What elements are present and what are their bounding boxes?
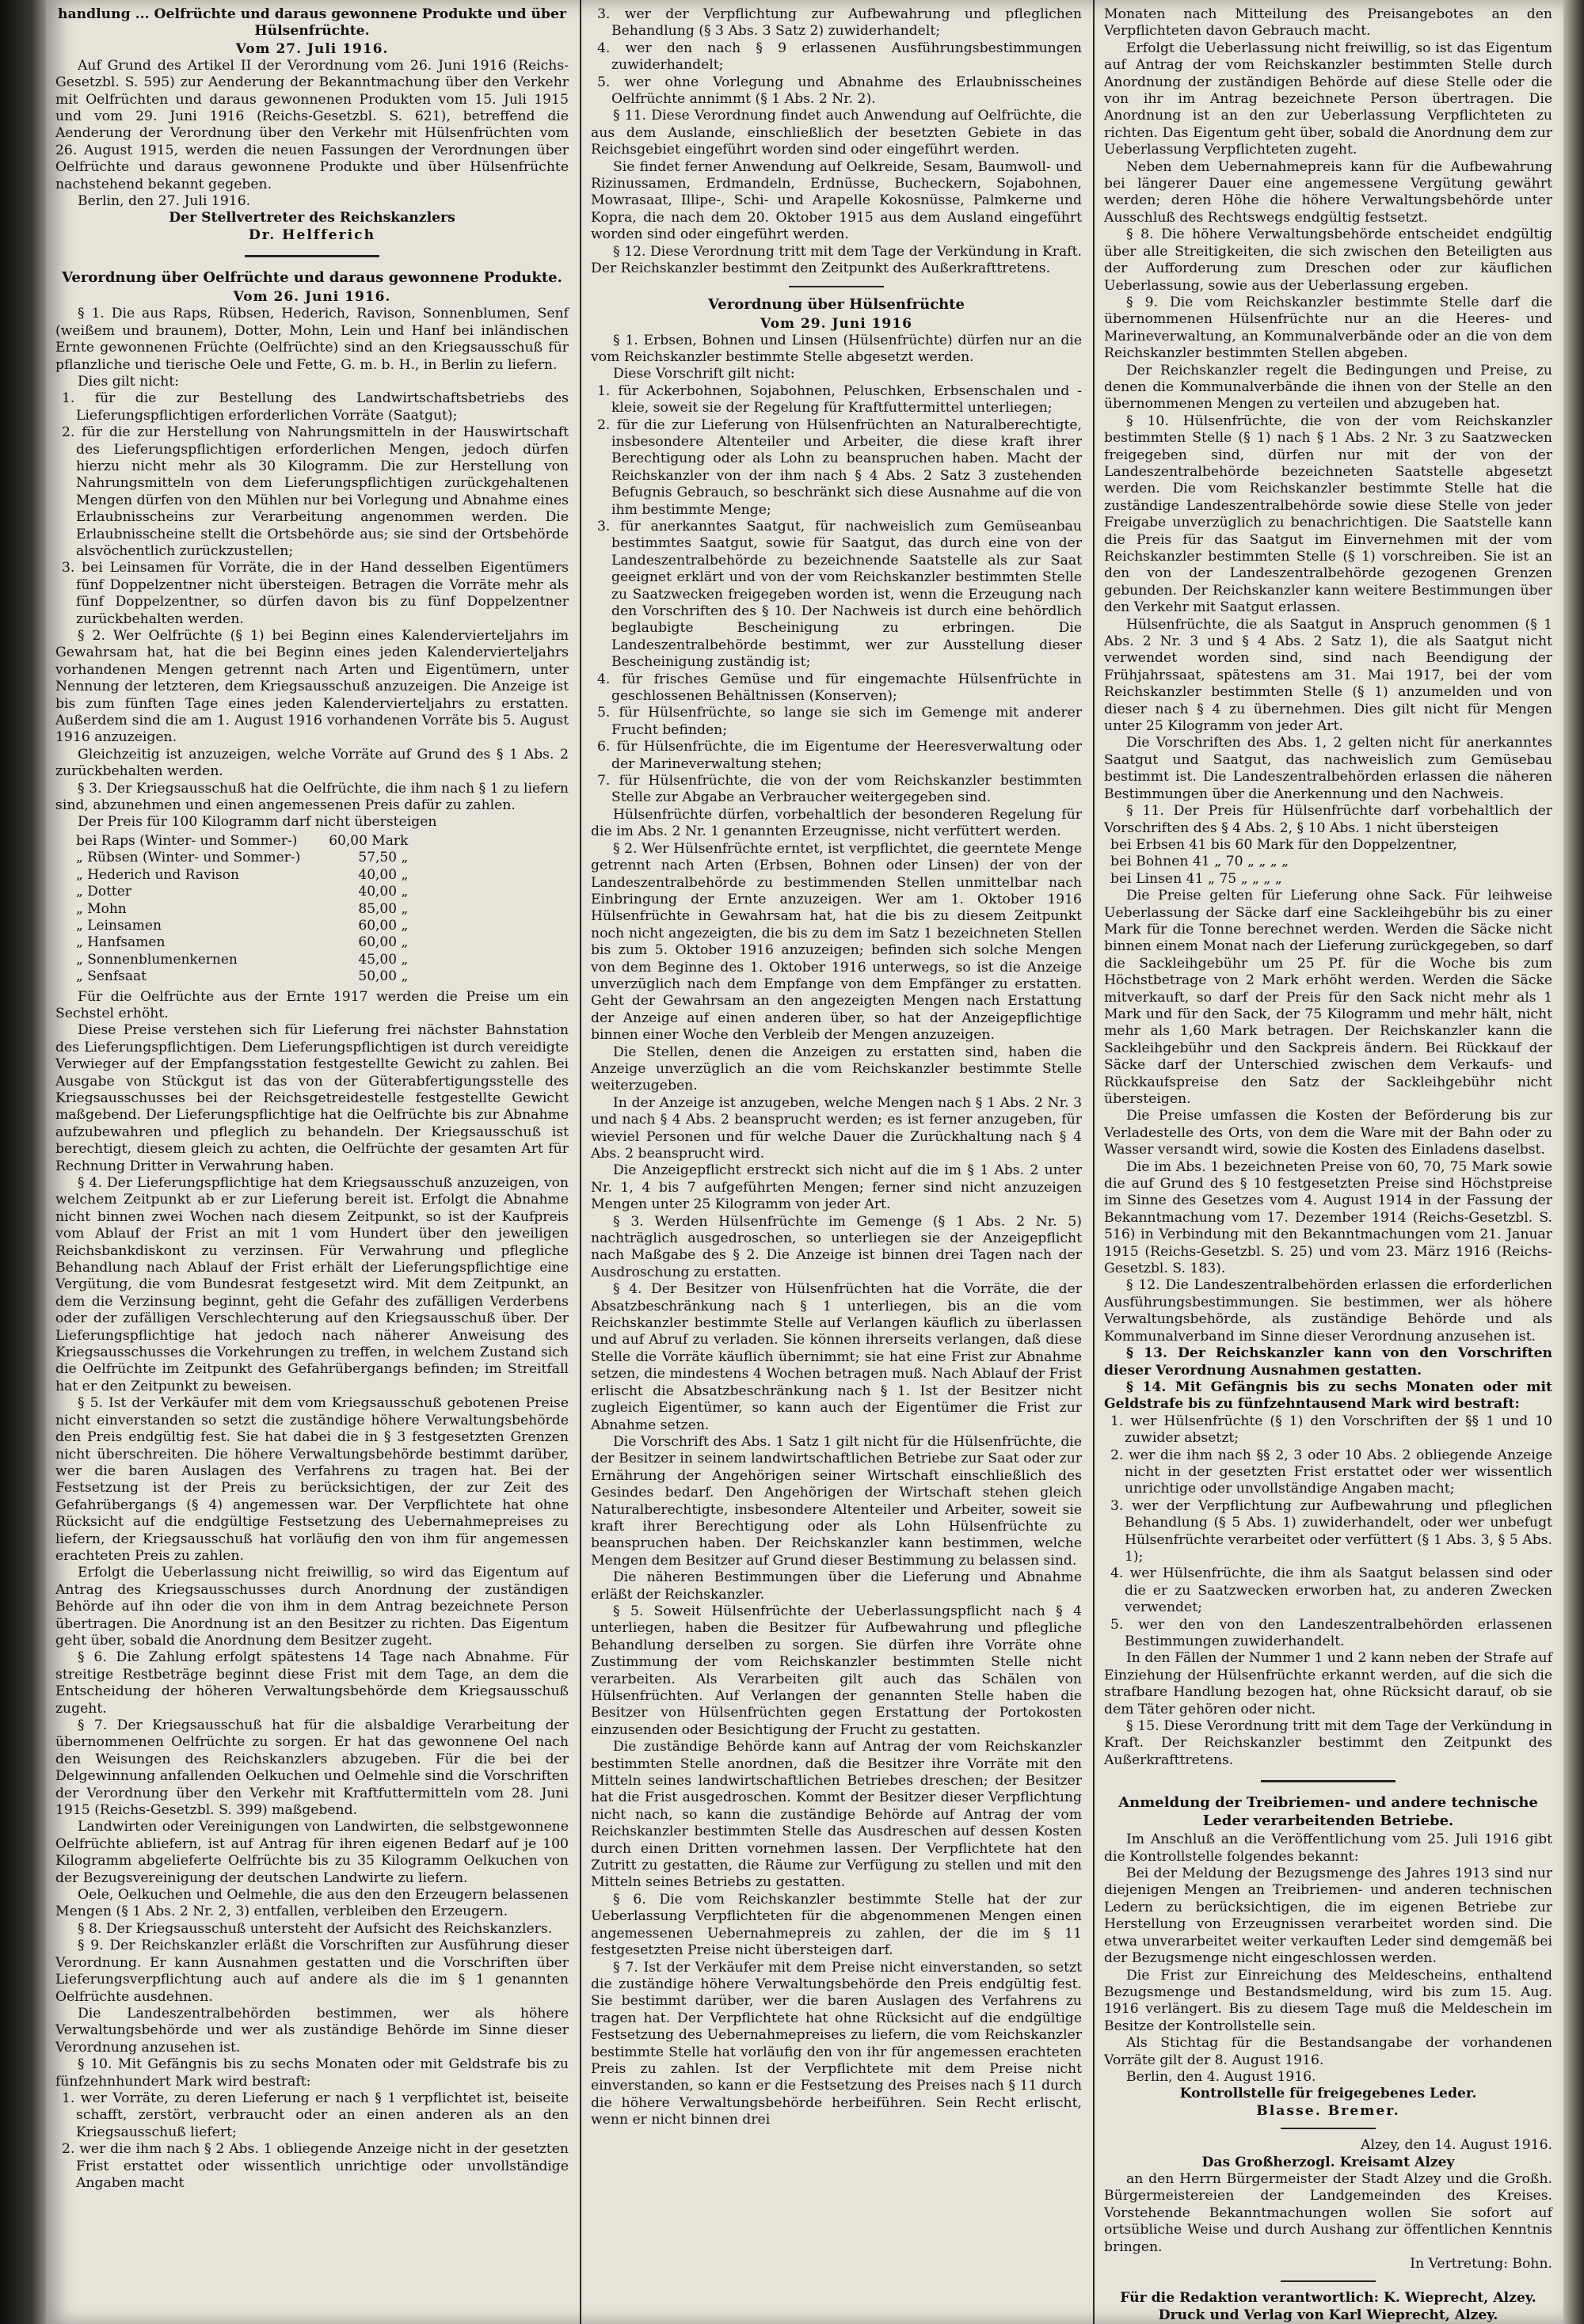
- intro-heading: handlung ... Oelfrüchte und daraus gewonnene Produkte und über Hülsenfrüchte.: [57, 6, 567, 40]
- table-row: [71, 934, 413, 951]
- place-date: Berlin, den 27. Juli 1916.: [78, 193, 251, 210]
- list-item: 2. wer die ihm nach § 2 Abs. 1 obliegende Anzeige nicht in der gesetzten Frist erstattet oder wissentlich unrichtige oder unvollständige Angaben macht: [62, 2141, 569, 2191]
- newspaper-page: [46, 0, 1563, 2324]
- column-rule: [580, 0, 581, 2324]
- paragraph: § 5. Soweit Hülsenfrüchte der Ueberlassungspflicht nach § 4 unterliegen, haben die Besitzer für Aufbewahrung und pflegliche Behandlung derselben zu sorgen. Sie dürfen ihre Vorräte ohne Zustimmung der vom Reichskanzler bestimmten Stelle nicht verarbeiten. Als Verarbeiten gilt auch das Schälen von Hülsenfrüchten. Auf Verlangen der genannten Stelle haben die Besitzer von Hülsenfrüchten gegen Erstattung der Portokosten einzusenden oder Besichtigung der Frucht zu gestatten.: [591, 1603, 1082, 1738]
- paragraph: § 6. Die vom Reichskanzler bestimmte Stelle hat der zur Ueberlassung Verpflichteten für die abgenommenen Mengen einen angemessenen Uebernahmepreis zu zahlen, der die im § 11 festgesetzten Preise nicht übersteigen darf.: [591, 1891, 1082, 1959]
- imprint: Druck und Verlag von Karl Wieprecht, Alzey.: [1158, 2307, 1498, 2323]
- table-cell: 40,00 „: [358, 884, 409, 900]
- intro-paragraph: Auf Grund des Artikel II der Verordnung vom 26. Juni 1916 (Reichs-Gesetzbl. S. 595) zur Aenderung der Bekanntmachung über den Verkehr mit Oelfrüchten und daraus gewonnenen Produkten vom 15. Juli 1915 und vom 29. Juni 1916 (Reichs-Gesetzbl. S. 621), betreffend die Aenderung der Verordnung über den Verkehr mit Hülsenfrüchten vom 26. August 1915, werden die neuen Fassungen der Verordnungen über Oelfrüchte und daraus gewonnene Produkte und über Hülsenfrüchte nachstehend bekannt gegeben.: [55, 57, 569, 192]
- book-binding-shadow: [0, 0, 46, 2324]
- paragraph: Sie findet ferner Anwendung auf Oelkreide, Sesam, Baumwoll- und Rizinussamen, Erdmandeln, Erdnüsse, Bucheckern, Sojabohnen, Mowrasaat, Illipe-, Schi- und Arapelle Kokosnüsse, Palmkerne und Kopra, die nach dem 20. Oktober 1915 aus dem Ausland eingeführt worden sind oder eingeführt werden.: [591, 158, 1082, 243]
- list-item: 1. für die zur Bestellung des Landwirtschaftsbetriebs des Lieferungspflichtigen erforderlichen Vorräte (Saatgut);: [62, 390, 569, 424]
- list-item: 7. für Hülsenfrüchte, die von der vom Reichskanzler bestimmten Stelle zur Abgabe an Verbraucher weitergegeben sind.: [597, 773, 1082, 806]
- paragraph: Die näheren Bestimmungen über die Lieferung und Abnahme erläßt der Reichskanzler.: [591, 1569, 1082, 1603]
- penalty-list: [55, 2090, 569, 2192]
- office-title: Kontrollstelle für freigegebenes Leder.: [1179, 2086, 1477, 2102]
- paragraph: § 7. Ist der Verkäufer mit dem Preise nicht einverstanden, so setzt die zuständige höhere Verwaltungsbehörde den Preis endgültig fest. Sie bestimmt darüber, wer die baren Auslagen des Verfahrens zu tragen hat. Der Verpflichtete hat ohne Rücksicht auf die endgültige Festsetzung des Uebernahmepreises zu liefern, die vom Reichskanzler bestimmte Stelle hat vorläufig den von ihr für angemessen erachteten Preis zu zahlen. Ist der Verpflichtete mit dem Preise nicht einverstanden, so kann er die Festsetzung des Preises nach § 11 durch die höhere Verwaltungsbehörde herbeiführen. Sein Recht erlischt, wenn er nicht binnen drei: [591, 1959, 1082, 2128]
- paragraph: § 12. Diese Verordnung tritt mit dem Tage der Verkündung in Kraft. Der Reichskanzler bestimmt den Zeitpunkt des Außerkrafttretens.: [591, 243, 1082, 277]
- list-item: 3. bei Leinsamen für Vorräte, die in der Hand desselben Eigentümers fünf Doppelzentner nicht übersteigen. Betragen die Vorräte mehr als fünf Doppelzentner, so dürfen davon bis zu fünf Doppelzentner zurückbehalten werden.: [62, 560, 569, 627]
- paragraph: Als Stichtag für die Bestandsangabe der vorhandenen Vorräte gilt der 8. August 1916.: [1104, 2035, 1552, 2068]
- table-cell: „ Sonnenblumenkernen: [76, 951, 238, 968]
- paragraph: § 14. Mit Gefängnis bis zu sechs Monaten oder mit Geldstrafe bis zu fünfzehntausend Mark wird bestraft:: [1104, 1379, 1552, 1413]
- penalty-list: [1104, 1413, 1552, 1651]
- list-item: bei Linsen 41 „ 75 „ „ „ „: [1110, 870, 1282, 887]
- list-item: 6. für Hülsenfrüchte, die im Eigentume der Heeresverwaltung oder der Marineverwaltung stehen;: [597, 739, 1082, 772]
- table-cell: „ Rübsen (Winter- und Sommer-): [76, 850, 301, 866]
- paragraph: Die zuständige Behörde kann auf Antrag der vom Reichskanzler bestimmten Stelle anordnen, daß die Besitzer ihre Vorräte mit den Mitteln seines landwirtschaftlichen Betriebes dreschen; der Besitzer hat die Frist ausgedroschen. Kommt der Besitzer dieser Verpflichtung nicht nach, so kann die zuständige Behörde auf Antrag der vom Reichskanzler bestimmten Stelle das Ausdreschen auf dessen Kosten durch einen Dritten vornehmen lassen. Der Verpflichtete hat den Zutritt zu gestatten, die Räume zur Verfügung zu stellen und mit den Mitteln seines Betriebs zu gestatten.: [591, 1739, 1082, 1891]
- paragraph: Gleichzeitig ist anzuzeigen, welche Vorräte auf Grund des § 1 Abs. 2 zurückbehalten werden.: [55, 746, 569, 780]
- office-title: Das Großherzogl. Kreisamt Alzey: [1201, 2154, 1455, 2170]
- table-cell: 60,00 „: [358, 917, 409, 934]
- table-cell: „ Mohn: [76, 900, 127, 917]
- exception-list: [55, 390, 569, 628]
- paragraph: Hülsenfrüchte dürfen, vorbehaltlich der besonderen Regelung für die im Abs. 2 Nr. 1 genannten Erzeugnisse, nicht verfüttert werden.: [591, 806, 1082, 840]
- paragraph: Diese Vorschrift gilt nicht:: [613, 366, 795, 382]
- table-cell: „ Hanfsamen: [76, 934, 166, 951]
- list-item: 1. wer Vorräte, zu deren Lieferung er nach § 1 verpflichtet ist, beiseite schafft, zerstört, verbraucht oder an einen anderen als an den Kriegsausschuß liefert;: [62, 2090, 569, 2140]
- office-title: Der Stellvertreter des Reichskanzlers: [169, 210, 455, 226]
- paragraph: § 15. Diese Verordnung tritt mit dem Tage der Verkündung in Kraft. Der Reichskanzler bestimmt den Zeitpunkt des Außerkrafttretens.: [1104, 1718, 1552, 1768]
- paragraph: Dies gilt nicht:: [78, 373, 180, 390]
- paragraph: § 10. Hülsenfrüchte, die von der vom Reichskanzler bestimmten Stelle (§ 1) nach § 1 Abs. 2 Nr. 3 zu Saatzwecken freigegeben sind, dürfen nur mit der von der Landeszentralbehörde bezeichneten Saatstelle abgesetzt werden. Die vom Reichskanzler bestimmte Stelle hat die zuständige Landeszentralbehörde sowie diese Stelle von jeder Freigabe unverzüglich zu benachrichtigen. Die Saatstelle kann die Preis für das Saatgut im Einvernehmen mit der vom Reichskanzler bestimmten Stelle (§ 1) vorschreiben. Sie ist an den von der Landeszentralbehörde gezogenen Grenzen gebunden. Der Reichskanzler kann weitere Bestimmungen über den Verkehr mit Saatgut erlassen.: [1104, 413, 1552, 616]
- ordinance-title: Verordnung über Hülsenfrüchte: [707, 295, 965, 313]
- table-cell: 57,50 „: [358, 850, 409, 866]
- list-item: 1. für Ackerbohnen, Sojabohnen, Peluschken, Erbsenschalen und -kleie, soweit sie der Regelung für Kraftfuttermittel unterliegen;: [597, 382, 1082, 416]
- paragraph: Die im Abs. 1 bezeichneten Preise von 60, 70, 75 Mark sowie die auf Grund des § 10 festgesetzten Preise sind Höchstpreise im Sinne des Gesetzes vom 4. August 1914 in der Fassung der Bekanntmachung vom 17. Dezember 1914 (Reichs-Gesetzbl. S. 516) in Verbindung mit den Bekanntmachungen vom 21. Januar 1915 (Reichs-Gesetzbl. S. 25) und vom 23. März 1916 (Reichs-Gesetzbl. S. 183).: [1104, 1158, 1552, 1277]
- table-row: [71, 918, 413, 934]
- table-cell: 50,00 „: [358, 968, 409, 985]
- table-row: [71, 952, 413, 968]
- intro-date: Vom 27. Juli 1916.: [235, 40, 389, 57]
- table-row: [71, 850, 413, 866]
- signature: Blasse. Bremer.: [1256, 2102, 1400, 2119]
- paragraph: Die Stellen, denen die Anzeigen zu erstatten sind, haben die Anzeige unverzüglich an die vom Reichskanzler bestimmte Stelle weiterzugeben.: [591, 1044, 1082, 1094]
- table-cell: „ Hederich und Ravison: [76, 866, 239, 883]
- paragraph: Die Vorschrift des Abs. 1 Satz 1 gilt nicht für die Hülsenfrüchte, die der Besitzer in seinem landwirtschaftlichen Betriebe zur Saat oder zur Ernährung der Angehörigen seiner Wirtschaft einschließlich des Gesindes bedarf. Den Angehörigen der Wirtschaft stehen gleich Naturalberechtigte, insbesondere Altenteiler und Arbeiter, soweit sie kraft ihrer Berechtigung oder als Lohn Hülsenfrüchte zu beanspruchen haben. Der Reichskanzler kann bestimmen, welche Mengen dem Besitzer auf Grund dieser Bestimmung zu belassen sind.: [591, 1433, 1082, 1569]
- paragraph: § 6. Die Zahlung erfolgt spätestens 14 Tage nach Abnahme. Für streitige Restbeträge beginnt diese Frist mit dem Tage, an dem die Entscheidung der höheren Verwaltungsbehörde dem Kriegsausschuß zugeht.: [55, 1649, 569, 1717]
- price-list: [1104, 837, 1552, 888]
- paragraph: § 9. Der Reichskanzler erläßt die Vorschriften zur Ausführung dieser Verordnung. Er kann Ausnahmen gestatten und die Vorschriften über Lieferungsverpflichtung auch auf andere als die im § 1 genannten Oelfrüchte ausdehnen.: [55, 1938, 569, 2005]
- paragraph: Die Anzeigepflicht erstreckt sich nicht auf die im § 1 Abs. 2 unter Nr. 1, 4 bis 7 aufgeführten Mengen; ferner sind nicht anzuzeigen Mengen unter 25 Kilogramm von jeder Art.: [591, 1162, 1082, 1213]
- list-item: 3. wer der Verpflichtung zur Aufbewahrung und pfleglichen Behandlung (§ 3 Abs. 3 Satz 2) zuwiderhandelt;: [597, 6, 1082, 40]
- table-cell: „ Senfsaat: [76, 968, 147, 985]
- column-2: [591, 6, 1082, 2307]
- list-item: 2. für die zur Lieferung von Hülsenfrüchten an Naturalberechtigte, insbesondere Altenteiler und Arbeiter, die diese kraft ihrer Berechtigung oder als Lohn zu beanspruchen haben. Macht der Reichskanzler von der ihm nach § 4 Abs. 2 Satz 3 zustehenden Befugnis Gebrauch, so beschränkt sich diese Ausnahme auf die von ihm bestimmte Menge;: [597, 416, 1082, 518]
- list-item: 4. wer Hülsenfrüchte, die ihm als Saatgut belassen sind oder die er zu Saatzwecken erworben hat, zu anderen Zwecken verwendet;: [1110, 1565, 1552, 1616]
- column-rule: [1093, 0, 1095, 2324]
- paragraph: In den Fällen der Nummer 1 und 2 kann neben der Strafe auf Einziehung der Hülsenfrüchte erkannt werden, auf die sich die strafbare Handlung bezogen hat, ohne Rücksicht darauf, ob sie dem Täter gehören oder nicht.: [1104, 1650, 1552, 1717]
- signature: Dr. Helfferich: [248, 226, 376, 243]
- separator: [789, 286, 884, 287]
- table-row: [71, 867, 413, 884]
- paragraph: § 8. Die höhere Verwaltungsbehörde entscheidet endgültig über alle Streitigkeiten, die sich zwischen den Beteiligten aus der Aufforderung zum Dreschen oder zur käuflichen Ueberlassung, sowie aus der Ueberlassung ergeben.: [1104, 226, 1552, 294]
- paragraph: Im Anschluß an die Veröffentlichung vom 25. Juli 1916 gibt die Kontrollstelle folgendes bekannt:: [1104, 1831, 1552, 1865]
- paragraph: § 9. Die vom Reichskanzler bestimmte Stelle darf die übernommenen Hülsenfrüchte nur an die Heeres- und Marineverwaltung, an Kommunalverbände oder an die von dem Reichskanzler bestimmten Stellen abgeben.: [1104, 294, 1552, 362]
- list-item: bei Bohnen 41 „ 70 „ „ „ „: [1110, 854, 1289, 870]
- table-row: [71, 833, 413, 850]
- paragraph: Die Vorschriften des Abs. 1, 2 gelten nicht für anerkanntes Saatgut und Saatgut, das nachweislich zum Gemüsebau bestimmt ist. Die Landeszentralbehörden erlassen die näheren Bestimmungen über die Anerkennung und den Nachweis.: [1104, 735, 1552, 802]
- signature: In Vertretung: Bohn.: [1410, 2256, 1552, 2272]
- paragraph: § 11. Diese Verordnung findet auch Anwendung auf Oelfrüchte, die aus dem Auslande, einschließlich der besetzten Gebiete in das Reichsgebiet eingeführt worden sind oder eingeführt werden.: [591, 108, 1082, 158]
- ordinance-title: Verordnung über Oelfrüchte und daraus gewonnene Produkte.: [62, 269, 562, 287]
- paragraph: § 2. Wer Hülsenfrüchte erntet, ist verpflichtet, die geerntete Menge getrennt nach Arten (Erbsen, Bohnen oder Linsen) der von der Landeszentralbehörde zu bestimmenden Stellen unmittelbar nach Einbringung der Ernte anzuzeigen. Wer am 1. Oktober 1916 Hülsenfrüchte in Gewahrsam hat, hat die bis zu diesem Zeitpunkt noch nicht angezeigten, die bis zu dem im Satz 1 bezeichneten Stellen bis zum 5. Oktober 1916 anzuzeigen; befinden sich solche Mengen von dem Beginne des 1. Oktober 1916 unterwegs, so ist die Anzeige unverzüglich nach dem Empfange von dem Empfänger zu erstatten. Geht der Gewahrsam an den angezeigten Mengen nach Erstattung der Anzeige auf einen anderen über, so hat der Anzeigepflichtige binnen einer Woche den Verbleib der Mengen anzuzeigen.: [591, 840, 1082, 1044]
- paragraph: § 12. Die Landeszentralbehörden erlassen die erforderlichen Ausführungsbestimmungen. Sie bestimmen, wer als höhere Verwaltungsbehörde, als zuständige Behörde und als Kommunalverband im Sinne dieser Verordnung anzusehen ist.: [1104, 1277, 1552, 1345]
- paragraph: Neben dem Uebernahmepreis kann für die Aufbewahrung bei längerer Dauer eine angemessene Vergütung gewährt werden; deren Höhe die höhere Verwaltungsbehörde unter Ausschluß des Rechtswegs endgültig festsetzt.: [1104, 158, 1552, 226]
- list-item: 3. für anerkanntes Saatgut, für nachweislich zum Gemüseanbau bestimmtes Saatgut, sowie für Saatgut, das durch eine von der Landeszentralbehörde zu bezeichnende Saatstelle als zur Saat geeignet erklärt und von der vom Reichskanzler bestimmten Stelle zu Saatzwecken freigegeben worden ist, wenn die Erzeugung nach den Vorschriften des § 10. Der Nachweis ist durch eine behördlich beglaubigte Bescheinigung zu erbringen. Die Landeszentralbehörde bestimmt, wer zur Ausstellung dieser Bescheinigung zuständig ist;: [597, 518, 1082, 671]
- paragraph: In der Anzeige ist anzugeben, welche Mengen nach § 1 Abs. 2 Nr. 3 und nach § 4 Abs. 2 beansprucht werden; es ist ferner anzugeben, für wieviel Personen und für welche Dauer die Zurückhaltung nach § 4 Abs. 2 beansprucht wird.: [591, 1094, 1082, 1162]
- separator: [1261, 1780, 1396, 1782]
- paragraph: Für die Oelfrüchte aus der Ernte 1917 werden die Preise um ein Sechstel erhöht.: [55, 988, 569, 1021]
- list-item: bei Erbsen 41 bis 60 Mark für den Doppelzentner,: [1110, 836, 1457, 853]
- table-cell: 85,00 „: [358, 900, 409, 917]
- paragraph: Oele, Oelkuchen und Oelmehle, die aus den den Erzeugern belassenen Mengen (§ 1 Abs. 2 Nr. 2, 3) entfallen, verbleiben den Erzeugern.: [55, 1887, 569, 1920]
- paragraph: § 3. Werden Hülsenfrüchte im Gemenge (§ 1 Abs. 2 Nr. 5) nachträglich ausgedroschen, so unterliegen sie der Anzeigepflicht nach Maßgabe des § 2. Die Anzeige ist binnen drei Tagen nach der Ausdroschung zu erstatten.: [591, 1213, 1082, 1280]
- list-item: 5. für Hülsenfrüchte, so lange sie sich im Gemenge mit anderer Frucht befinden;: [597, 705, 1082, 738]
- separator: [1281, 2128, 1376, 2129]
- paragraph: Die Preise gelten für Lieferung ohne Sack. Für leihweise Ueberlassung der Säcke darf eine Sackleihgebühr bis zu einer Mark für die Tonne berechnet werden. Werden die Säcke nicht binnen einem Monat nach der Lieferung zurückgegeben, so darf die Sackleihgebühr um 25 Pf. für die Woche bis zum Höchstbetrage von 2 Mark erhöht werden. Werden die Säcke mitverkauft, so darf der Preis für den Sack nicht mehr als 1 Mark und für den Sack, der 75 Kilogramm und mehr hält, nicht mehr als 1,60 Mark betragen. Der Reichskanzler kann die Sackleihgebühr und den Sackpreis ändern. Bei Rückkauf der Säcke darf der Unterschied zwischen dem Verkaufs- und Rückkaufspreise den Satz der Sackleihgebühr nicht übersteigen.: [1104, 888, 1552, 1107]
- paragraph: § 7. Der Kriegsausschuß hat für die alsbaldige Verarbeitung der übernommenen Oelfrüchte zu sorgen. Er hat das gewonnene Oel nach den Weisungen des Reichskanzlers abzugeben. Für die bei der Delgewinnung anfallenden Oelkuchen und Oelmehle sind die Vorschriften der Verordnung über den Verkehr mit Kraftfuttermitteln vom 28. Juni 1915 (Reichs-Gesetzbl. S. 399) maßgebend.: [55, 1717, 569, 1819]
- paragraph: Diese Preise verstehen sich für Lieferung frei nächster Bahnstation des Lieferungspflichtigen. Dem Lieferungspflichtigen ist durch vereidigte Verwieger auf der Empfangsstation festgestellte Gewicht zu zahlen. Bei Ausgabe von Stückgut ist das von der Güterabfertigungsstelle des Kriegsausschusses bei der Reichsgetreidestelle festgestellte Gewicht maßgebend. Der Lieferungspflichtige hat die Oelfrüchte bis zur Abnahme aufzubewahren und pfleglich zu behandeln. Der Kriegsausschuß ist berechtigt, diesem gleich zu achten, die Oelfrüchte der gesamten Art für Rechnung Dritter in Verwahrung haben.: [55, 1022, 569, 1174]
- paragraph: an den Herrn Bürgermeister der Stadt Alzey und die Großh. Bürgermeistereien der Landgemeinden des Kreises. Vorstehende Bekanntmachungen wollen Sie sofort auf ortsübliche Weise und durch Aushang zur öffentlichen Kenntnis bringen.: [1104, 2170, 1552, 2255]
- list-item: 4. für frisches Gemüse und für eingemachte Hülsenfrüchte in geschlossenen Behältnissen (Konserven);: [597, 671, 1082, 705]
- place-date: Berlin, den 4. August 1916.: [1126, 2068, 1316, 2085]
- imprint: Für die Redaktion verantwortlich: K. Wieprecht, Alzey.: [1120, 2290, 1536, 2307]
- paragraph: Die Landeszentralbehörden bestimmen, wer als höhere Verwaltungsbehörde und wer als zuständige Behörde im Sinne dieser Verordnung anzusehen ist.: [55, 2005, 569, 2056]
- table-row: [71, 884, 413, 900]
- ordinance-date: Vom 26. Juni 1916.: [233, 289, 391, 306]
- table-cell: 40,00 „: [358, 866, 409, 883]
- penalty-list-continued: [591, 6, 1082, 108]
- place-date: Alzey, den 14. August 1916.: [1361, 2137, 1552, 2154]
- paragraph: Landwirten oder Vereinigungen von Landwirten, die selbstgewonnene Oelfrüchte abliefern, ist auf Antrag für ihren eigenen Bedarf auf je 100 Kilogramm abgelieferte Oelfrüchte bis zu 35 Kilogramm Oelkuchen von der Bezugsvereinigung der deutschen Landwirte zu liefern.: [55, 1819, 569, 1886]
- list-item: 5. wer den von den Landeszentralbehörden erlassenen Bestimmungen zuwiderhandelt.: [1110, 1616, 1552, 1649]
- paragraph: § 5. Ist der Verkäufer mit dem vom Kriegsausschuß gebotenen Preise nicht einverstanden so setzt die zuständige höhere Verwaltungsbehörde den Preis endgültig fest. Sie hat dabei die in § 3 festgesetzten Grenzen nicht überschreiten. Die höhere Verwaltungsbehörde bestimmt darüber, wer die baren Auslagen des Verfahrens zu tragen hat. Bei der Festsetzung ist der Preis zu berücksichtigen, der zur Zeit des Gefahrübergangs (§ 4) angemessen war. Der Verpflichtete hat ohne Rücksicht auf die endgültige Festsetzung des Uebernahmepreises zu liefern, der Kriegsausschuß hat vorläufig den von ihm für angemessen erachteten Preis zu zahlen.: [55, 1395, 569, 1564]
- paragraph: Monaten nach Mitteilung des Preisangebotes an den Verpflichteten davon Gebrauch macht.: [1104, 6, 1552, 40]
- separator: [245, 255, 379, 257]
- paragraph: Die Preise umfassen die Kosten der Beförderung bis zur Verladestelle des Orts, von dem die Ware mit der Bahn oder zu Wasser versandt wird, sowie die Kosten des Einladens daselbst.: [1104, 1108, 1552, 1158]
- paragraph: Hülsenfrüchte, die als Saatgut in Anspruch genommen (§ 1 Abs. 2 Nr. 3 und § 4 Abs. 2 Satz 1), die als Saatgut nicht verwendet worden sind, sind nach Beendigung der Frühjahrssaat, spätestens am 31. Mai 1917, bei der vom Reichskanzler bestimmten Stelle (§ 1) anzumelden und von dieser nach § 4 zu übernehmen. Dies gilt nicht für Mengen unter 25 Kilogramm von jeder Art.: [1104, 616, 1552, 735]
- paragraph: Bei der Meldung der Bezugsmenge des Jahres 1913 sind nur diejenigen Mengen an Treibriemen- und anderen technischen Ledern zu berücksichtigen, die im eigenen Betriebe zur Herstellung von Erzeugnissen verarbeitet worden sind. Die etwa unverarbeitet weiter verkauften Leder sind demgemäß bei der Bezugsmenge nicht eingeschlossen werden.: [1104, 1866, 1552, 1967]
- paragraph: § 1. Erbsen, Bohnen und Linsen (Hülsenfrüchte) dürfen nur an die vom Reichskanzler bestimmte Stelle abgesetzt werden.: [591, 332, 1082, 365]
- table-cell: „ Leinsamen: [76, 917, 162, 934]
- list-item: 2. wer die ihm nach §§ 2, 3 oder 10 Abs. 2 obliegende Anzeige nicht in der gesetzten Frist erstattet oder wer wissentlich unrichtige oder unvollständige Angaben macht;: [1110, 1447, 1552, 1497]
- table-cell: „ Dotter: [76, 884, 131, 900]
- list-item: 4. wer den nach § 9 erlassenen Ausführungsbestimmungen zuwiderhandelt;: [597, 40, 1082, 74]
- paragraph: § 10. Mit Gefängnis bis zu sechs Monaten oder mit Geldstrafe bis zu fünfzehnhundert Mark wird bestraft:: [55, 2056, 569, 2090]
- table-cell: 60,00 Mark: [329, 832, 409, 849]
- paragraph: Die Frist zur Einreichung des Meldescheins, enthaltend Bezugsmenge und Bestandsmeldung, wird bis zum 15. Aug. 1916 verlängert. Bis zu diesem Tage muß die Meldeschein im Besitze der Kontrollstelle sein.: [1104, 1967, 1552, 2034]
- paragraph: § 4. Der Lieferungspflichtige hat dem Kriegsausschuß anzuzeigen, von welchem Zeitpunkt ab er zur Lieferung bereit ist. Erfolgt die Abnahme nicht binnen zwei Wochen nach diesem Zeitpunkt, so ist der Kaufpreis vom Ablauf der Frist an mit 1 vom Hundert über den jeweiligen Reichsbankdiskont zu verzinsen. Für Verwahrung und pflegliche Behandlung nach Ablauf der Frist erhält der Lieferungspflichtige eine Vergütung, die vom Bundesrat festgesetzt wird. Mit dem Zeitpunkt, an dem die Verzinsung beginnt, geht die Gefahr des zufälligen Verderbens oder der zufälligen Verschlechterung auf den Kriegsausschuß über. Der Lieferungspflichtige hat jedoch nach näherer Anweisung des Kriegsausschusses die Vorkehrungen zu treffen, in welchem Zustand sich die Oelfrüchte im Zeitpunkt des Gefahrübergangs befinden; im Streitfall hat er den Zeitpunkt zu beweisen.: [55, 1175, 569, 1394]
- table-cell: 45,00 „: [358, 951, 409, 968]
- list-item: 1. wer Hülsenfrüchte (§ 1) den Vorschriften der §§ 1 und 10 zuwider absetzt;: [1110, 1413, 1552, 1447]
- list-item: 2. für die zur Herstellung von Nahrungsmitteln in der Hauswirtschaft des Lieferungspflichtigen erforderlichen Mengen, jedoch dürfen hierzu nicht mehr als 30 Kilogramm. Die zur Herstellung von Nahrungsmitteln von dem Lieferungspflichtigen zurückgehaltenen Mengen dürfen von den Mühlen nur bei Vorlegung und Abnahme eines Erlaubnisscheins zur Verarbeitung angenommen werden. Die Erlaubnisscheine stellt die Ortsbehörde aus; sie sind der Ortsbehörde alsvöchentlich zurückzustellen;: [62, 424, 569, 559]
- paragraph: Der Preis für 100 Kilogramm darf nicht übersteigen: [78, 814, 437, 831]
- paragraph: Der Reichskanzler regelt die Bedingungen und Preise, zu denen die Kommunalverbände die ihnen von der Stelle an den übernommenen Mengen zu verteilen und abzugeben hat.: [1104, 362, 1552, 413]
- paragraph: § 2. Wer Oelfrüchte (§ 1) bei Beginn eines Kalendervierteljahrs im Gewahrsam hat, hat die bei Beginn eines jeden Kalendervierteljahrs vorhandenen Mengen getrennt nach Arten und Eigentümern, unter Nennung der letzteren, dem Kriegsausschuß anzuzeigen. Die Anzeige ist bis zum fünften Tage eines jeden Kalendervierteljahrs zu erstatten. Außerdem sind die am 1. August 1916 vorhandenen Vorräte bis 5. August 1916 anzuzeigen.: [55, 628, 569, 746]
- ordinance-date: Vom 29. Juni 1916: [760, 315, 912, 332]
- paragraph: § 1. Die aus Raps, Rübsen, Hederich, Ravison, Sonnenblumen, Senf (weißem und braunem), Dotter, Mohn, Lein und Hanf bei inländischen Ernte gewonnenen Früchte (Oelfrüchte) sind an den Kriegsausschuß für pflanzliche und tierische Oele und Fette, G. m. b. H., in Berlin zu liefern.: [55, 306, 569, 373]
- column-3: [1104, 6, 1552, 2323]
- paragraph: § 8. Der Kriegsausschuß untersteht der Aufsicht des Reichskanzlers.: [78, 1920, 553, 1937]
- table-row: [71, 968, 413, 985]
- list-item: 3. wer der Verpflichtung zur Aufbewahrung und pfleglichen Behandlung (§ 5 Abs. 1) zuwiderhandelt, oder wer unbefugt Hülsenfrüchte verarbeitet oder verfüttert (§ 1 Abs. 3, § 5 Abs. 1);: [1110, 1497, 1552, 1565]
- table-cell: bei Raps (Winter- und Sommer-): [76, 832, 298, 849]
- page-edge: [1563, 0, 1584, 2324]
- paragraph: § 4. Der Besitzer von Hülsenfrüchten hat die Vorräte, die der Absatzbeschränkung nach § 1 unterliegen, bis an die vom Reichskanzler bestimmte Stelle auf Verlangen käuflich zu überlassen und auf Abruf zu verladen. Sie können ihrerseits verlangen, daß diese Stelle die Vorräte käuflich übernimmt; sie hat eine Frist zur Abnahme setzen, die mindestens 4 Wochen betragen muß. Nach Ablauf der Frist erlischt die Absatzbeschränkung nach § 1. Ist der Besitzer nicht zugleich Eigentümer, so kann auch der Eigentümer die Frist zur Abnahme setzen.: [591, 1281, 1082, 1433]
- column-1: [55, 6, 569, 2307]
- paragraph: § 13. Der Reichskanzler kann von den Vorschriften dieser Verordnung Ausnahmen gestatten.: [1104, 1345, 1552, 1379]
- notice-title: Anmeldung der Treibriemen- und andere technische Leder verarbeitenden Betriebe.: [1118, 1794, 1538, 1830]
- paragraph: § 3. Der Kriegsausschuß hat die Oelfrüchte, die ihm nach § 1 zu liefern sind, abzunehmen und einen angemessenen Preis dafür zu zahlen.: [55, 780, 569, 814]
- table-row: [71, 901, 413, 918]
- separator: [1281, 2280, 1376, 2282]
- paragraph: § 11. Der Preis für Hülsenfrüchte darf vorbehaltlich der Vorschriften des § 4 Abs. 2, § 10 Abs. 1 nicht übersteigen: [1104, 803, 1552, 836]
- table-cell: 60,00 „: [358, 934, 409, 951]
- list-item: 5. wer ohne Vorlegung und Abnahme des Erlaubnisscheines Oelfrüchte annimmt (§ 1 Abs. 2 Nr. 2).: [597, 74, 1082, 108]
- exception-list: [591, 383, 1082, 807]
- paragraph: Erfolgt die Ueberlassung nicht freiwillig, so ist das Eigentum auf Antrag der vom Reichskanzler bestimmten Stelle durch Anordnung der zuständigen Behörde auf diese Stelle oder die von ihr im Antrag bezeichnete Person übertragen. Die Anordnung ist an den zur Ueberlassung Verpflichteten zu richten. Das Eigentum geht über, sobald die Anordnung dem zur Ueberlassung Verpflichteten zugeht.: [1104, 40, 1552, 158]
- paragraph: Erfolgt die Ueberlassung nicht freiwillig, so wird das Eigentum auf Antrag des Kriegsausschusses durch Anordnung der zuständigen Behörde auf ihn oder die von ihm in dem Antrag bezeichnete Person übertragen. Die Anordnung ist an den Besitzer zu richten. Das Eigentum geht über, sobald die Anordnung dem Besitzer zugeht.: [55, 1565, 569, 1649]
- price-table: [71, 833, 413, 986]
